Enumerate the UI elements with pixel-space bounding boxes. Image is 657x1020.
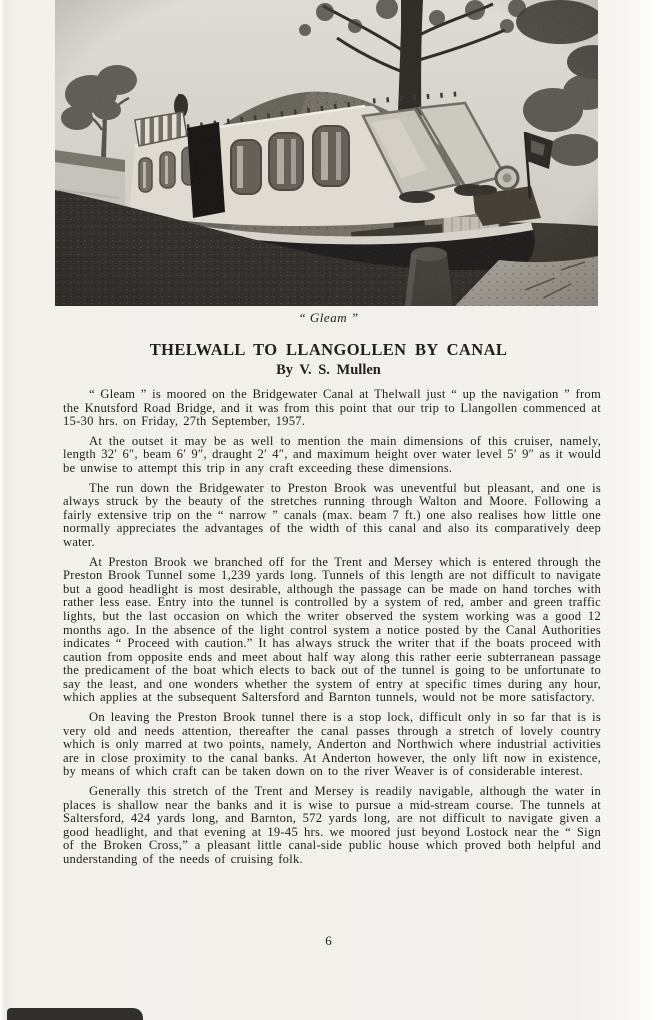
photo-caption: “ Gleam ” bbox=[298, 310, 359, 325]
article-byline: By V. S. Mullen bbox=[276, 362, 381, 378]
boat-photo bbox=[55, 0, 598, 306]
page-number: 6 bbox=[325, 933, 332, 948]
paragraph-4: At Preston Brook we branched off for the Trent and Mersey which is entered through the Preston Brook Tunnel some 1,239 yards long. Tunnels of this length are not difficult to navigate but a good headlight is most desirable, although the passage can be made on hand torches with rather less ease. Entry into the tunnel is controlled by a system of red, amber and green traffic lights, but the last occasion on which the writer observed the system working was a good 12 months ago. In the absence of the light control system a notice posted by the Canal Authorities indicates “ Proceed with caution.” It has always struck the writer that if the boats proceed with caution from opposite ends and meet about half way along this rather eerie subterranean passage the predicament of the boat which elects to back out of the tunnel is going to be unfortunate to say the least, and one wonders whether the system of entry at specific times during any hour, which applies at the subsequent Saltersford and Barnton tunnels, would not be more satisfactory. bbox=[63, 554, 601, 705]
paragraph-5: On leaving the Preston Brook tunnel there is a stop lock, difficult only in so far that is is very old and needs attention, thereafter the canal passes through a stretch of lovely country which is only marred at two points, namely, Anderton and Northwich where industrial activities are in close proximity to the canal banks. At Anderton however, the only lift now in existence, by means of which craft can be taken down on to the river Weaver is of considerable interest. bbox=[63, 710, 601, 779]
photo-vignette bbox=[55, 0, 598, 306]
paragraph-3: The run down the Bridgewater to Preston Brook was uneventful but pleasant, and one is always struck by the beauty of the stretches running through Walton and Moore. Following a fairly extensive trip on the “ narrow ” canals (max. beam 7 ft.) one also realises how little one normally appreciates the advantages of the width of this canal and also its comparatively deep water. bbox=[63, 480, 601, 549]
article-title: THELWALL TO LLANGOLLEN BY CANAL bbox=[149, 340, 508, 359]
paragraph-6: Generally this stretch of the Trent and Mersey is readily navigable, although the water in places is shallow near the banks and it is wise to pursue a mid-stream course. The tunnels at Saltersford, 424 yards long, and Barnton, 572 yards long, are not difficult to navigate given a good headlight, and that evening at 19-45 hrs. we moored just beyond Lostock near the “ Sign of the Broken Cross,” a pleasant little canal-side public house which proved both helpful and understanding of the needs of cruising folk. bbox=[63, 784, 601, 866]
scan-shadow-artifact bbox=[7, 1008, 143, 1020]
paragraph-2: At the outset it may be as well to mention the main dimensions of this cruiser, namely, length 32′ 6″, beam 6′ 9″, draught 2′ 4″, and maximum height over water level 5′ 9″ as it would be unwise to attempt this trip in any craft exceeding these dimensions. bbox=[63, 433, 601, 475]
article-body bbox=[63, 388, 601, 873]
paragraph-1: “ Gleam ” is moored on the Bridgewater Canal at Thelwall just “ up the navigation ” from the Knutsford Road Bridge, and it was from this point that our trip to Llangollen commenced at 15-30 hrs. on Friday, 27th September, 1957. bbox=[63, 387, 601, 429]
